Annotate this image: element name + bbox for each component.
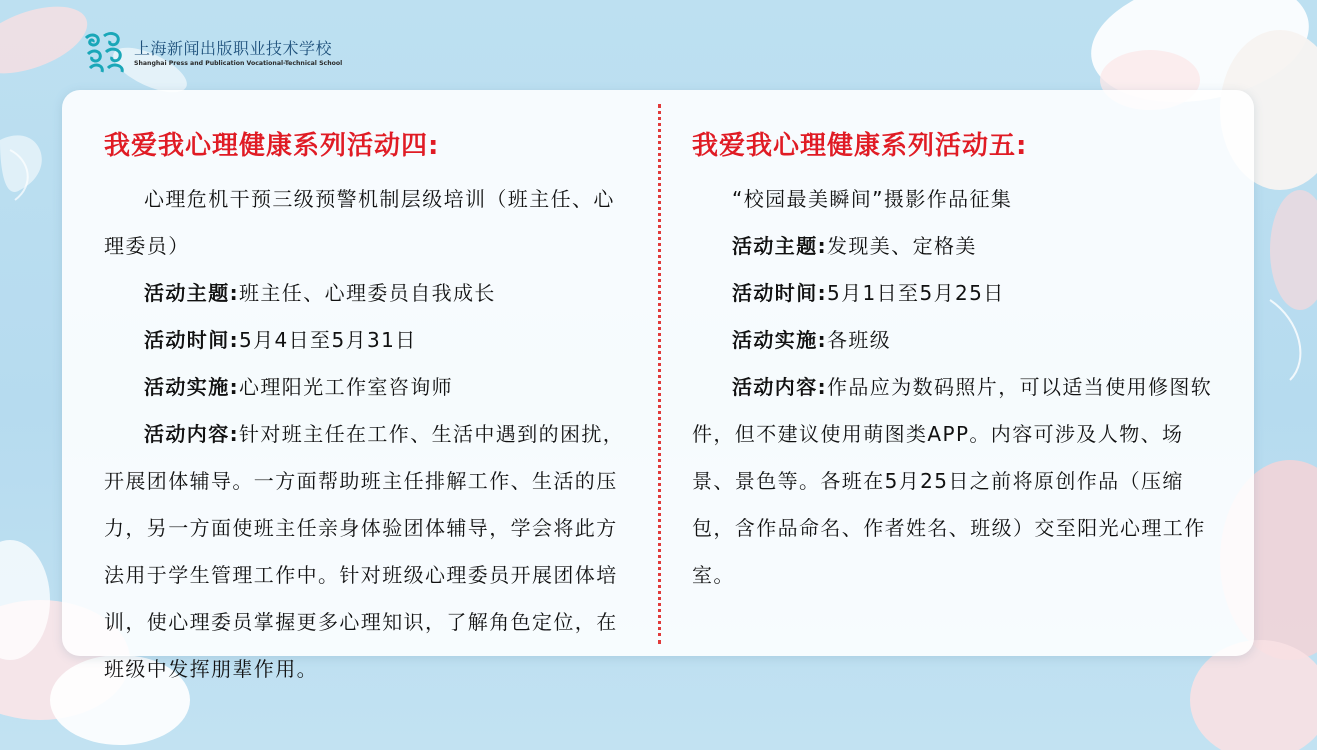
content-value: 作品应为数码照片，可以适当使用修图软件，但不建议使用萌图类APP。内容可涉及人物、场景、景色等。各班在5月25日之前将原创作品（压缩包，含作品命名、作者姓名、班级）交至阳光心理工作室。 (692, 375, 1213, 587)
theme-value: 发现美、定格美 (827, 234, 977, 258)
activity-four-content (104, 411, 630, 693)
activity-four-heading: 我爱我心理健康系列活动四: (104, 131, 440, 161)
dotted-divider (658, 104, 661, 644)
implementation-value: 心理阳光工作室咨询师 (239, 375, 453, 399)
activity-five-content (692, 364, 1214, 599)
implementation-label: 活动实施: (144, 375, 239, 399)
activity-four-implementation (104, 364, 630, 411)
intro-text: “校园最美瞬间”摄影作品征集 (732, 187, 1013, 211)
implementation-value: 各班级 (827, 328, 892, 352)
theme-label: 活动主题: (732, 234, 827, 258)
petal-bottom-right-2 (1190, 640, 1317, 750)
school-emblem-icon (82, 32, 128, 74)
intro-text: 心理危机干预三级预警机制层级培训（班主任、心理委员） (104, 187, 615, 258)
time-value: 5月1日至5月25日 (827, 281, 1005, 305)
school-logo (82, 32, 342, 74)
activity-five-intro (692, 176, 1214, 223)
leaf-top-left (0, 135, 42, 192)
theme-value: 班主任、心理委员自我成长 (239, 281, 496, 305)
activity-card (62, 90, 1254, 681)
school-name-cn: 上海新闻出版职业技术学校 (134, 38, 333, 58)
activity-four-time (104, 317, 630, 364)
activity-five-heading: 我爱我心理健康系列活动五: (692, 131, 1028, 161)
activity-five-time (692, 270, 1214, 317)
activity-four-intro (104, 176, 630, 270)
activity-five-column (692, 126, 1214, 599)
time-label: 活动时间: (144, 328, 239, 352)
content-value: 针对班主任在工作、生活中遇到的困扰，开展团体辅导。一方面帮助班主任排解工作、生活的压力，另一方面使班主任亲身体验团体辅导，学会将此方法用于学生管理工作中。针对班级心理委员开展团体培训，使心理委员掌握更多心理知识，了解角色定位，在班级中发挥朋辈作用。 (104, 422, 625, 681)
implementation-label: 活动实施: (732, 328, 827, 352)
content-label: 活动内容: (732, 375, 827, 399)
activity-four-theme (104, 270, 630, 317)
theme-label: 活动主题: (144, 281, 239, 305)
petal-right-pink (1270, 190, 1317, 310)
time-label: 活动时间: (732, 281, 827, 305)
time-value: 5月4日至5月31日 (239, 328, 417, 352)
leaf-right (1270, 300, 1300, 380)
content-label: 活动内容: (144, 422, 239, 446)
activity-five-implementation (692, 317, 1214, 364)
activity-four-column (104, 126, 630, 693)
activity-five-theme (692, 223, 1214, 270)
school-name-en: Shanghai Press and Publication Vocational-Technical School (134, 59, 343, 67)
